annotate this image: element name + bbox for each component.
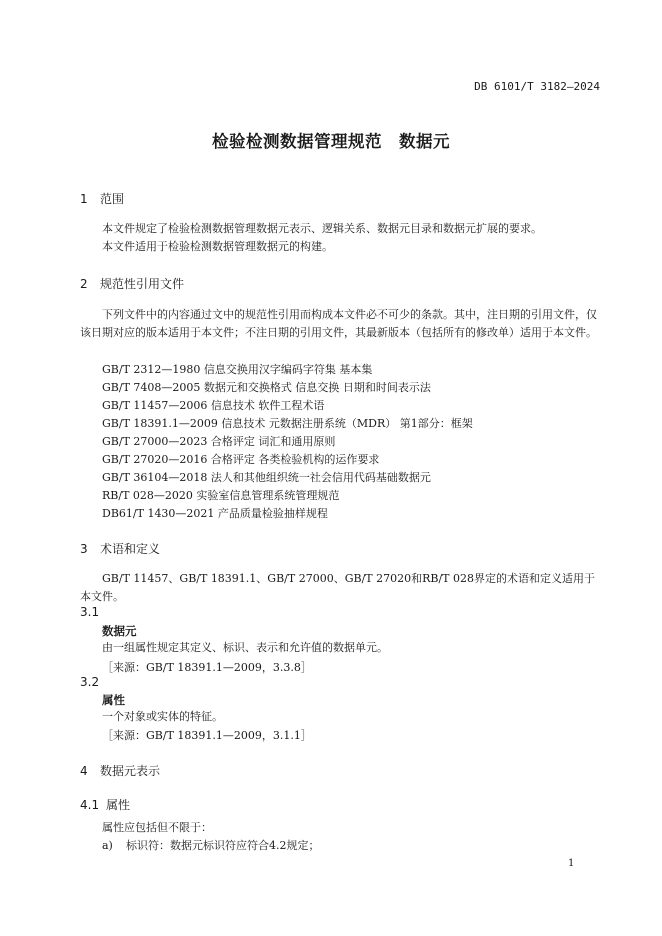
reference-item: GB/T 18391.1—2009 信息技术 元数据注册系统（MDR） 第1部分：框架 — [102, 417, 473, 430]
subsection-title: 属性 — [106, 798, 131, 812]
reference-item: DB61/T 1430—2021 产品质量检验抽样规程 — [102, 507, 328, 520]
section-title: 术语和定义 — [100, 542, 161, 556]
list-item-text: 标识符：数据元标识符应符合4.2规定； — [126, 839, 320, 852]
section-title: 范围 — [100, 192, 125, 206]
subsection-number: 4.1 — [80, 798, 100, 812]
section-1-heading — [80, 190, 124, 207]
reference-item: GB/T 2312—1980 信息交换用汉字编码字符集 基本集 — [102, 363, 373, 376]
reference-item: GB/T 27020—2016 合格评定 各类检验机构的运作要求 — [102, 453, 380, 466]
section-number: 4 — [80, 764, 88, 778]
paragraph: 本文件规定了检验检测数据管理数据元表示、逻辑关系、数据元目录和数据元扩展的要求。 — [102, 222, 542, 235]
term-source: ［来源：GB/T 18391.1—2009，3.1.1］ — [102, 729, 312, 742]
reference-item: RB/T 028—2020 实验室信息管理系统管理规范 — [102, 489, 340, 502]
list-item-label: a) — [102, 839, 113, 852]
section-4-heading — [80, 762, 160, 779]
section-2-heading — [80, 275, 184, 292]
subsection-4-1-heading — [80, 796, 130, 813]
term-number: 3.1 — [80, 605, 100, 619]
reference-item: GB/T 36104—2018 法人和其他组织统一社会信用代码基础数据元 — [102, 471, 431, 484]
section-number: 2 — [80, 277, 88, 291]
term-definition: 由一组属性规定其定义、标识、表示和允许值的数据单元。 — [102, 641, 388, 654]
reference-item: GB/T 7408—2005 数据元和交换格式 信息交换 日期和时间表示法 — [102, 381, 431, 394]
list-item — [102, 837, 320, 855]
reference-item: GB/T 11457—2006 信息技术 软件工程术语 — [102, 399, 325, 412]
page-title: 检验检测数据管理规范 数据元 — [212, 132, 450, 151]
section-3-heading — [80, 540, 160, 557]
section-title: 数据元表示 — [100, 764, 161, 778]
paragraph: GB/T 11457、GB/T 18391.1、GB/T 27000、GB/T 27020和RB/T 028界定的术语和定义适用于本文件。 — [80, 572, 596, 603]
term-source: ［来源：GB/T 18391.1—2009，3.3.8］ — [102, 661, 312, 674]
document-code: DB 6101/T 3182—2024 — [474, 80, 600, 93]
section-number: 3 — [80, 542, 88, 556]
term-name: 数据元 — [102, 624, 137, 638]
reference-item: GB/T 27000—2023 合格评定 词汇和通用原则 — [102, 435, 336, 448]
term-definition: 一个对象或实体的特征。 — [102, 710, 223, 723]
term-number: 3.2 — [80, 675, 100, 689]
paragraph: 本文件适用于检验检测数据管理数据元的构建。 — [102, 240, 333, 253]
term-name: 属性 — [102, 693, 125, 707]
section-title: 规范性引用文件 — [100, 277, 185, 291]
paragraph: 下列文件中的内容通过文中的规范性引用而构成本文件必不可少的条款。其中，注日期的引用文件，仅该日期对应的版本适用于本文件；不注日期的引用文件，其最新版本（包括所有的修改单）适用于本文件。 — [80, 308, 597, 339]
section-number: 1 — [80, 192, 88, 206]
paragraph: 属性应包括但不限于： — [102, 821, 212, 834]
page-number: 1 — [568, 858, 575, 869]
